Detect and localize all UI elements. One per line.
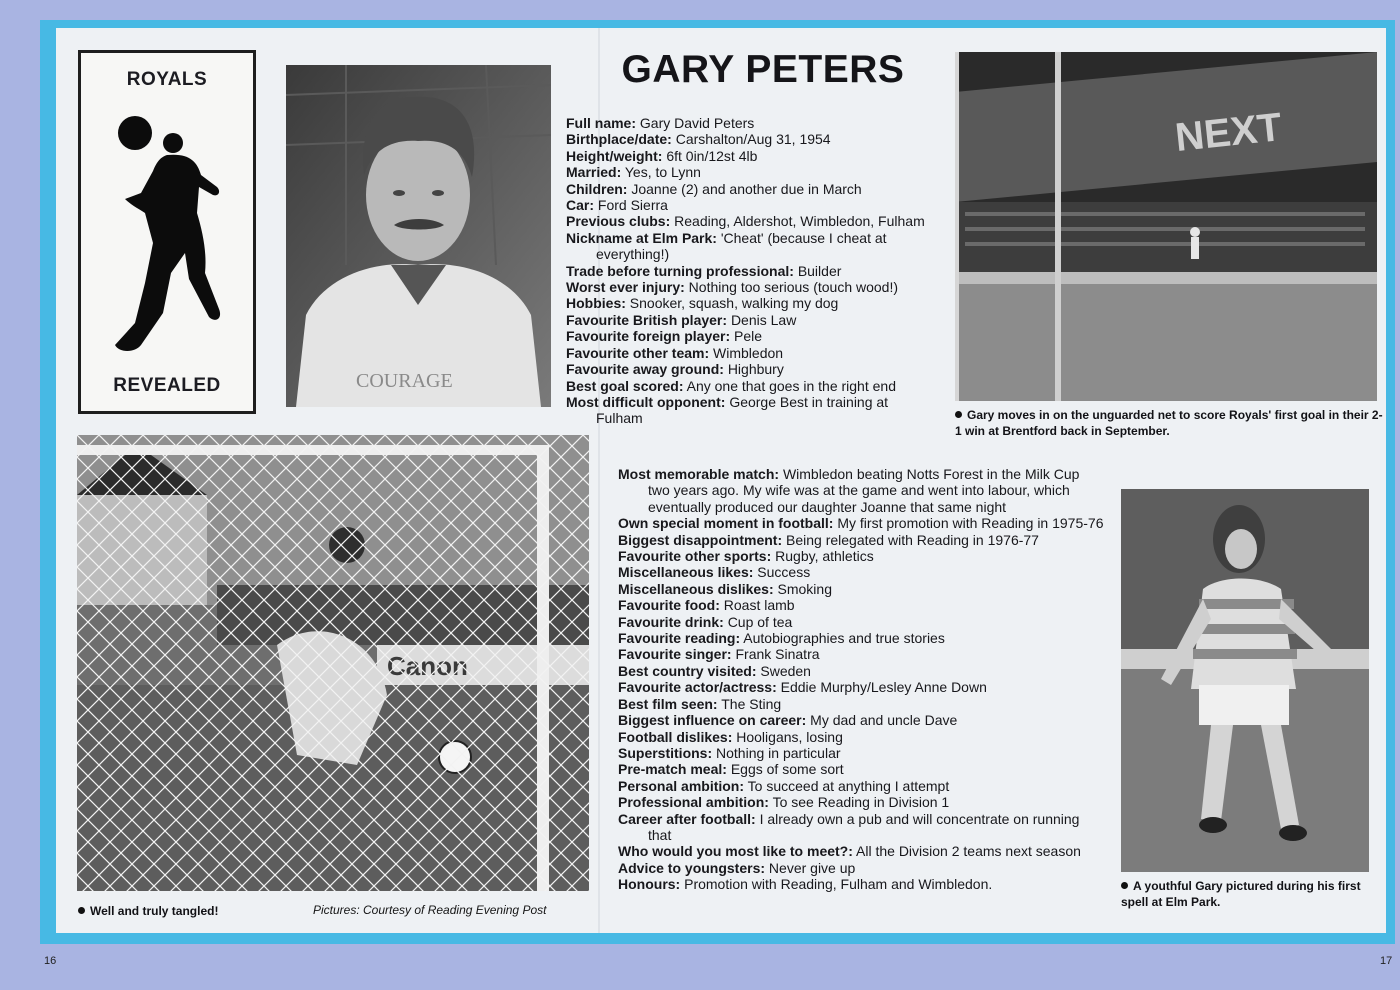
list-item: Favourite actor/actress: Eddie Murphy/Lesley Anne Down	[618, 679, 987, 696]
list-item: Favourite foreign player: Pele	[566, 328, 763, 345]
list-item: Full name: Gary David Peters	[566, 115, 755, 131]
list-item: Favourite food: Roast lamb	[618, 597, 795, 614]
list-item: Miscellaneous dislikes: Smoking	[618, 580, 832, 597]
facts-list-top	[566, 115, 934, 427]
list-item: Favourite singer: Frank Sinatra	[618, 646, 820, 663]
list-item: Married: Yes, to Lynn	[566, 164, 701, 181]
shirt-sponsor-text: COURAGE	[356, 370, 453, 392]
net-caption: Well and truly tangled!	[78, 903, 298, 919]
page-number-left: 16	[44, 955, 57, 967]
list-item: Favourite away ground: Highbury	[566, 361, 784, 378]
list-item: Miscellaneous likes: Success	[618, 564, 811, 581]
stadium-photo	[955, 52, 1377, 401]
list-item: Favourite reading: Autobiographies and true stories	[618, 630, 945, 647]
badge-bottom-text: REVEALED	[113, 375, 221, 396]
list-item: Car: Ford Sierra	[566, 197, 668, 214]
list-item: Honours: Promotion with Reading, Fulham and Wimbledon.	[618, 876, 993, 893]
list-item: Hobbies: Snooker, squash, walking my dog	[566, 295, 839, 312]
list-item: Most difficult opponent: George Best in training at Fulham	[566, 393, 889, 427]
list-item: Best country visited: Sweden	[618, 662, 811, 679]
list-item: Worst ever injury: Nothing too serious (touch wood!)	[566, 279, 899, 296]
list-item: Advice to youngsters: Never give up	[618, 859, 856, 876]
photo-credit: Pictures: Courtesy of Reading Evening Post	[313, 903, 547, 917]
list-item: Favourite other team: Wimbledon	[566, 344, 784, 361]
page-number-right: 17	[1380, 955, 1393, 967]
list-item: Biggest disappointment: Being relegated with Reading in 1976-77	[618, 531, 1039, 548]
youth-photo	[1121, 489, 1369, 872]
list-item: Trade before turning professional: Builder	[566, 262, 842, 279]
list-item: Personal ambition: To succeed at anything I attempt	[618, 777, 950, 794]
list-item: Career after football: I already own a pub and will concentrate on running that	[618, 810, 1080, 843]
list-item: Children: Joanne (2) and another due in March	[566, 180, 862, 197]
facts-list-bottom	[618, 466, 1104, 893]
royals-revealed-badge	[78, 50, 256, 414]
stand-sign-text: NEXT	[1173, 105, 1284, 161]
bullet-icon	[78, 907, 85, 914]
list-item: Height/weight: 6ft 0in/12st 4lb	[566, 147, 758, 164]
footballer-silhouette-icon	[101, 113, 241, 363]
list-item: Favourite other sports: Rugby, athletics	[618, 548, 874, 565]
badge-top-text: ROYALS	[126, 69, 208, 90]
bullet-icon	[1121, 882, 1128, 889]
list-item: Best film seen: The Sting	[618, 695, 782, 712]
goal-net-photo	[77, 435, 589, 891]
list-item: Pre-match meal: Eggs of some sort	[618, 761, 844, 778]
bullet-icon	[955, 411, 962, 418]
list-item: Previous clubs: Reading, Aldershot, Wimbledon, Fulham	[566, 213, 925, 230]
list-item: Favourite British player: Denis Law	[566, 311, 797, 328]
list-item: Most memorable match: Wimbledon beating Notts Forest in the Milk Cup two years ago. My wife was at the game and went into labour, which eventually produced our daughter Joanne that same night	[618, 466, 1080, 515]
portrait-photo	[286, 65, 551, 407]
list-item: Professional ambition: To see Reading in Division 1	[618, 794, 950, 811]
page-title: GARY PETERS	[621, 48, 905, 91]
list-item: Football dislikes: Hooligans, losing	[618, 728, 843, 745]
stadium-caption: Gary moves in on the unguarded net to score Royals' first goal in their 2-1 win at Brentford back in September.	[955, 408, 1383, 438]
list-item: Nickname at Elm Park: 'Cheat' (because I cheat at everything!)	[566, 229, 887, 263]
youth-caption: A youthful Gary pictured during his first spell at Elm Park.	[1121, 879, 1361, 909]
list-item: Own special moment in football: My first promotion with Reading in 1975-76	[618, 515, 1104, 532]
list-item: Who would you most like to meet?: All the Division 2 teams next season	[618, 843, 1081, 860]
list-item: Favourite drink: Cup of tea	[618, 613, 793, 630]
list-item: Best goal scored: Any one that goes in the right end	[566, 377, 896, 394]
list-item: Biggest influence on career: My dad and uncle Dave	[618, 712, 958, 729]
list-item: Birthplace/date: Carshalton/Aug 31, 1954	[566, 131, 831, 148]
list-item: Superstitions: Nothing in particular	[618, 744, 841, 761]
